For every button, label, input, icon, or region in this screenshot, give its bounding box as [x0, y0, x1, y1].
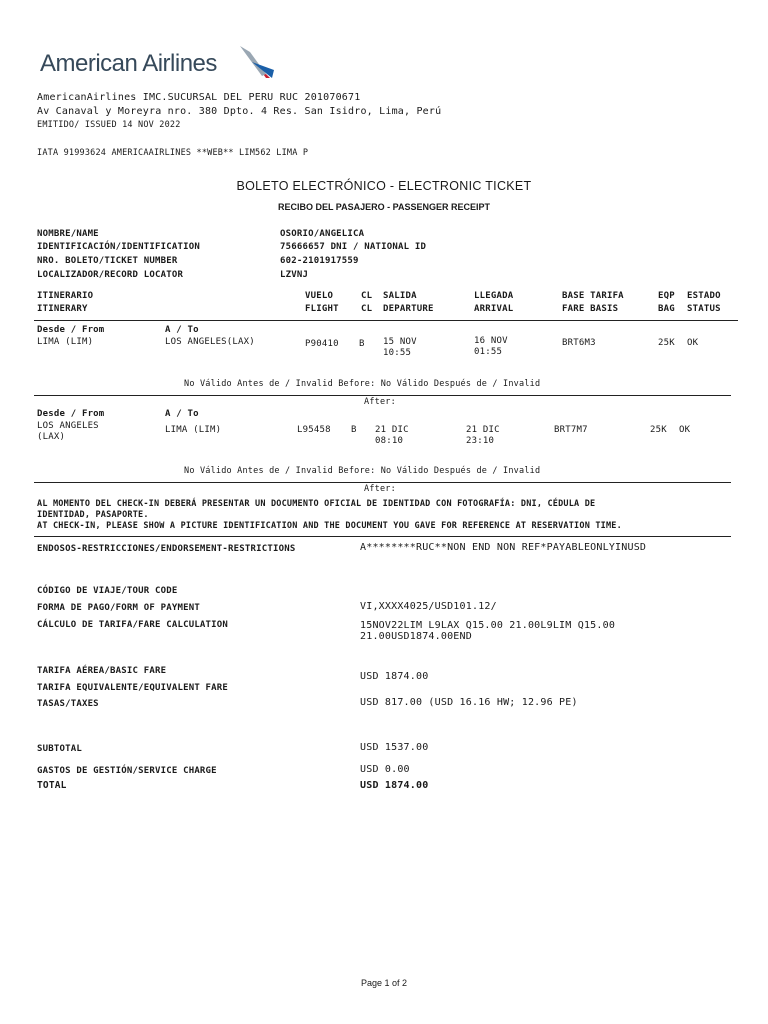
- service-charge-label: GASTOS DE GESTIÓN/SERVICE CHARGE: [37, 766, 217, 776]
- segment-destination: LOS ANGELES(LAX): [165, 337, 255, 347]
- locator-label: LOCALIZADOR/RECORD LOCATOR: [37, 270, 184, 280]
- itinerary-header-en: ITINERARY: [37, 304, 88, 314]
- form-of-payment-value: VI,XXXX4025/USD101.12/: [360, 601, 497, 612]
- fare-basis-header-en: FARE BASIS: [562, 304, 619, 314]
- to-label: A / To: [165, 325, 199, 335]
- segment-status: OK: [687, 338, 699, 348]
- class-header-es: CL: [361, 291, 373, 301]
- segment-arrival-date: 21 DIC: [466, 425, 500, 435]
- segment-origin: LOS ANGELES: [37, 421, 99, 431]
- id-value: 75666657 DNI / NATIONAL ID: [280, 242, 427, 252]
- segment-fare-basis: BRT6M3: [562, 338, 596, 348]
- total-value: USD 1874.00: [360, 780, 429, 791]
- subtotal-label: SUBTOTAL: [37, 744, 82, 754]
- segment-arrival-date: 16 NOV: [474, 336, 508, 346]
- tour-code-label: CÓDIGO DE VIAJE/TOUR CODE: [37, 586, 178, 596]
- segment-departure-date: 21 DIC: [375, 425, 409, 435]
- segment-validity: No Válido Antes de / Invalid Before: No Válido Después de / Invalid: [184, 379, 541, 389]
- fare-basis-header-es: BASE TARIFA: [562, 291, 624, 301]
- segment-validity: No Válido Antes de / Invalid Before: No Válido Después de / Invalid: [184, 466, 541, 476]
- issuer-line1: AmericanAirlines IMC.SUCURSAL DEL PERU RUC 201070671: [37, 92, 361, 103]
- flight-symbol-icon: [236, 44, 278, 82]
- equivalent-fare-label: TARIFA EQUIVALENTE/EQUIVALENT FARE: [37, 683, 229, 693]
- check-in-notice-line2: IDENTIDAD, PASAPORTE.: [37, 510, 149, 520]
- segment-validity-after: After:: [364, 397, 396, 407]
- segment-destination: LIMA (LIM): [165, 425, 222, 435]
- class-header-en: CL: [361, 304, 373, 314]
- issuer-line2: Av Canaval y Moreyra nro. 380 Dpto. 4 Res. San Isidro, Lima, Perú: [37, 106, 442, 117]
- fare-calculation-line1: 15NOV22LIM L9LAX Q15.00 21.00L9LIM Q15.00: [360, 620, 616, 631]
- arrival-header-es: LLEGADA: [474, 291, 514, 301]
- iata-line: IATA 91993624 AMERICAAIRLINES **WEB** LIM562 LIMA P: [37, 148, 309, 158]
- segment-origin: LIMA (LIM): [37, 337, 94, 347]
- segment-class: B: [351, 425, 357, 435]
- brand-logo-text: American Airlines: [40, 50, 217, 77]
- status-header-en: STATUS: [687, 304, 721, 314]
- status-header-es: ESTADO: [687, 291, 721, 301]
- segment-departure-time: 10:55: [383, 348, 412, 358]
- segment-arrival-time: 01:55: [474, 347, 503, 357]
- ticket-value: 602-2101917559: [280, 256, 359, 266]
- locator-value: LZVNJ: [280, 270, 309, 280]
- segment-arrival-time: 23:10: [466, 436, 495, 446]
- segment-flight: L95458: [297, 425, 331, 435]
- fare-calculation-line2: 21.00USD1874.00END: [360, 631, 472, 642]
- flight-header-en: FLIGHT: [305, 304, 339, 314]
- divider: [34, 320, 738, 321]
- document-title: BOLETO ELECTRÓNICO - ELECTRONIC TICKET: [236, 179, 532, 193]
- departure-header-es: SALIDA: [383, 291, 417, 301]
- check-in-notice-line3: AT CHECK-IN, PLEASE SHOW A PICTURE IDENTIFICATION AND THE DOCUMENT YOU GAVE FOR REFERENCE AT RESERVATION TIME.: [37, 521, 622, 531]
- segment-class: B: [359, 339, 365, 349]
- id-label: IDENTIFICACIÓN/IDENTIFICATION: [37, 242, 200, 252]
- divider: [34, 395, 731, 396]
- flight-header-es: VUELO: [305, 291, 334, 301]
- subtotal-value: USD 1537.00: [360, 742, 429, 753]
- endorsements-label: ENDOSOS-RESTRICCIONES/ENDORSEMENT-RESTRICTIONS: [37, 544, 296, 554]
- itinerary-header-es: ITINERARIO: [37, 291, 94, 301]
- segment-flight: P90410: [305, 339, 339, 349]
- arrival-header-en: ARRIVAL: [474, 304, 514, 314]
- page-number: Page 1 of 2: [360, 978, 408, 988]
- form-of-payment-label: FORMA DE PAGO/FORM OF PAYMENT: [37, 603, 200, 613]
- segment-bag: 25K: [658, 338, 675, 348]
- document-subtitle: RECIBO DEL PASAJERO - PASSENGER RECEIPT: [277, 202, 491, 212]
- issue-date: EMITIDO/ ISSUED 14 NOV 2022: [37, 120, 181, 130]
- ticket-label: NRO. BOLETO/TICKET NUMBER: [37, 256, 178, 266]
- from-label: Desde / From: [37, 409, 105, 419]
- endorsements-value: A********RUC**NON END NON REF*PAYABLEONLYINUSD: [360, 542, 647, 553]
- name-label: NOMBRE/NAME: [37, 229, 99, 239]
- to-label: A / To: [165, 409, 199, 419]
- taxes-label: TASAS/TAXES: [37, 699, 99, 709]
- equipment-header: EQP: [658, 291, 675, 301]
- segment-fare-basis: BRT7M7: [554, 425, 588, 435]
- departure-header-en: DEPARTURE: [383, 304, 434, 314]
- bag-header: BAG: [658, 304, 675, 314]
- segment-validity-after: After:: [364, 484, 396, 494]
- total-label: TOTAL: [37, 780, 67, 791]
- taxes-value: USD 817.00 (USD 16.16 HW; 12.96 PE): [360, 697, 578, 708]
- segment-status: OK: [679, 425, 691, 435]
- segment-origin-code: (LAX): [37, 432, 66, 442]
- check-in-notice-line1: AL MOMENTO DEL CHECK-IN DEBERÁ PRESENTAR UN DOCUMENTO OFICIAL DE IDENTIDAD CON FOTOGRAFÍA: DNI, CÉDULA DE: [37, 499, 596, 509]
- divider: [34, 536, 731, 537]
- divider: [34, 482, 731, 483]
- segment-departure-date: 15 NOV: [383, 337, 417, 347]
- segment-bag: 25K: [650, 425, 667, 435]
- from-label: Desde / From: [37, 325, 105, 335]
- fare-calculation-label: CÁLCULO DE TARIFA/FARE CALCULATION: [37, 620, 229, 630]
- basic-fare-label: TARIFA AÉREA/BASIC FARE: [37, 666, 167, 676]
- name-value: OSORIO/ANGELICA: [280, 229, 365, 239]
- segment-departure-time: 08:10: [375, 436, 404, 446]
- basic-fare-value: USD 1874.00: [360, 671, 429, 682]
- service-charge-value: USD 0.00: [360, 764, 410, 775]
